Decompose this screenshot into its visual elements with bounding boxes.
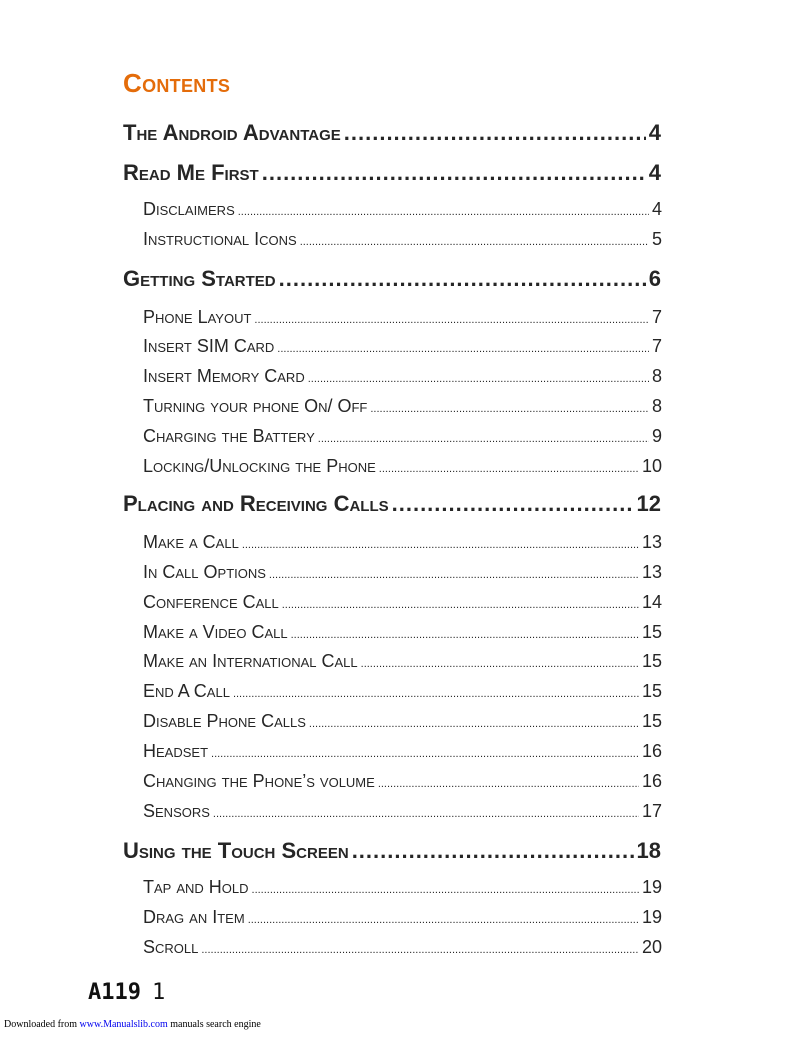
toc-entry-title: Scroll: [143, 937, 199, 957]
toc-entry-page: 19: [641, 907, 662, 927]
toc-entry-page: 15: [641, 651, 662, 671]
toc-leader-dots: [370, 396, 649, 417]
toc-leader-dots: [201, 937, 639, 958]
toc-leader-dots: [252, 877, 639, 898]
toc-leader-dots: [352, 838, 634, 864]
footer-page-number: 1: [152, 980, 166, 1005]
toc-entry-title: Using the Touch Screen: [123, 838, 349, 863]
toc-entry-title: Read Me First: [123, 160, 259, 185]
toc-entry[interactable]: [143, 907, 662, 928]
toc-entry-title: Getting Started: [123, 266, 276, 291]
toc-entry-title: Sensors: [143, 801, 210, 821]
toc-entry[interactable]: [123, 491, 661, 517]
toc-entry-page: 14: [641, 592, 662, 612]
toc-entry-page: 10: [641, 456, 662, 476]
toc-entry[interactable]: [123, 120, 661, 146]
toc-entry[interactable]: [143, 592, 662, 613]
toc-entry[interactable]: [123, 266, 661, 292]
toc-leader-dots: [309, 711, 639, 732]
toc-leader-dots: [378, 771, 639, 792]
toc-entry-title: Make an International Call: [143, 651, 358, 671]
toc-entry[interactable]: [143, 336, 662, 357]
toc-entry[interactable]: [143, 307, 662, 328]
toc-entry-title: Make a Call: [143, 532, 239, 552]
toc-entry-page: 7: [651, 336, 662, 356]
toc-entry[interactable]: [143, 396, 662, 417]
toc-leader-dots: [344, 120, 646, 146]
toc-leader-dots: [262, 160, 646, 186]
toc-entry-title: Tap and Hold: [143, 877, 249, 897]
toc-entry[interactable]: [143, 456, 662, 477]
toc-leader-dots: [238, 199, 649, 220]
toc-leader-dots: [269, 562, 639, 583]
toc-leader-dots: [233, 681, 639, 702]
toc-entry-title: The Android Advantage: [123, 120, 341, 145]
toc-entry-title: Turning your phone On/ Off: [143, 396, 368, 416]
toc-entry[interactable]: [143, 651, 662, 672]
toc-leader-dots: [248, 907, 639, 928]
toc-entry-page: 15: [641, 622, 662, 642]
toc-entry-title: End A Call: [143, 681, 230, 701]
toc-entry-title: In Call Options: [143, 562, 266, 582]
toc-entry-title: Instructional Icons: [143, 229, 297, 249]
download-notice-prefix: Downloaded from: [4, 1019, 78, 1030]
toc-entry-page: 18: [636, 838, 661, 863]
toc-entry-title: Headset: [143, 741, 209, 761]
toc-leader-dots: [279, 266, 646, 292]
toc-leader-dots: [213, 801, 639, 822]
download-notice-suffix: manuals search engine: [170, 1019, 261, 1030]
toc-entry-title: Charging the Battery: [143, 426, 315, 446]
toc-entry-title: Insert Memory Card: [143, 366, 305, 386]
toc-leader-dots: [282, 592, 639, 613]
toc-leader-dots: [318, 426, 649, 447]
toc-entry-title: Drag an Item: [143, 907, 245, 927]
toc-entry-page: 16: [641, 741, 662, 761]
toc-entry[interactable]: [143, 532, 662, 553]
toc-entry[interactable]: [143, 877, 662, 898]
toc-entry-title: Conference Call: [143, 592, 279, 612]
toc-entry[interactable]: [143, 771, 662, 792]
toc-entry-title: Make a Video Call: [143, 622, 288, 642]
toc-entry[interactable]: [143, 229, 662, 250]
toc-entry-page: 4: [651, 199, 662, 219]
toc-entry-page: 15: [641, 711, 662, 731]
toc-entry-page: 4: [648, 160, 661, 185]
toc-entry-page: 13: [641, 532, 662, 552]
toc-entry-page: 15: [641, 681, 662, 701]
toc-entry-page: 6: [648, 266, 661, 291]
toc-entry-title: Changing the Phone’s volume: [143, 771, 375, 791]
toc-entry[interactable]: [143, 199, 662, 220]
toc-leader-dots: [300, 229, 649, 250]
toc-entry[interactable]: [143, 801, 662, 822]
toc-entry[interactable]: [143, 366, 662, 387]
download-notice: [4, 1019, 261, 1030]
toc-entry-page: 9: [651, 426, 662, 446]
toc-leader-dots: [392, 491, 634, 517]
toc-entry-page: 20: [641, 937, 662, 957]
toc-leader-dots: [308, 366, 649, 387]
toc-entry[interactable]: [143, 622, 662, 643]
toc-leader-dots: [291, 622, 639, 643]
toc-entry-page: 17: [641, 801, 662, 821]
toc-entry-page: 12: [636, 491, 661, 516]
toc-entry-page: 8: [651, 396, 662, 416]
toc-entry[interactable]: [143, 562, 662, 583]
toc-entry[interactable]: [143, 937, 662, 958]
toc-entry-title: Insert SIM Card: [143, 336, 275, 356]
toc-entry-page: 8: [651, 366, 662, 386]
toc-entry[interactable]: [143, 426, 662, 447]
toc-leader-dots: [242, 532, 639, 553]
toc-entry[interactable]: [123, 160, 661, 186]
toc-entry[interactable]: [143, 711, 662, 732]
toc-entry-page: 13: [641, 562, 662, 582]
toc-leader-dots: [254, 307, 649, 328]
toc-entry-title: Disable Phone Calls: [143, 711, 306, 731]
toc-leader-dots: [277, 336, 649, 357]
page-title: Contents: [123, 68, 231, 98]
toc-entry-page: 7: [651, 307, 662, 327]
toc-entry-page: 19: [641, 877, 662, 897]
toc-entry[interactable]: [123, 838, 661, 864]
toc-entry-title: Phone Layout: [143, 307, 252, 327]
toc-entry-title: Disclaimers: [143, 199, 235, 219]
footer-model: A119: [88, 980, 141, 1005]
toc-entry-title: Locking/Unlocking the Phone: [143, 456, 376, 476]
toc-entry-page: 16: [641, 771, 662, 791]
toc-entry[interactable]: [143, 681, 662, 702]
toc-leader-dots: [361, 651, 639, 672]
toc-entry[interactable]: [143, 741, 662, 762]
manualslib-link[interactable]: www.Manualslib.com: [79, 1019, 168, 1030]
toc-leader-dots: [211, 741, 639, 762]
toc-leader-dots: [379, 456, 639, 477]
toc-entry-page: 4: [648, 120, 661, 145]
toc-entry-page: 5: [651, 229, 662, 249]
toc-entry-title: Placing and Receiving Calls: [123, 491, 389, 516]
